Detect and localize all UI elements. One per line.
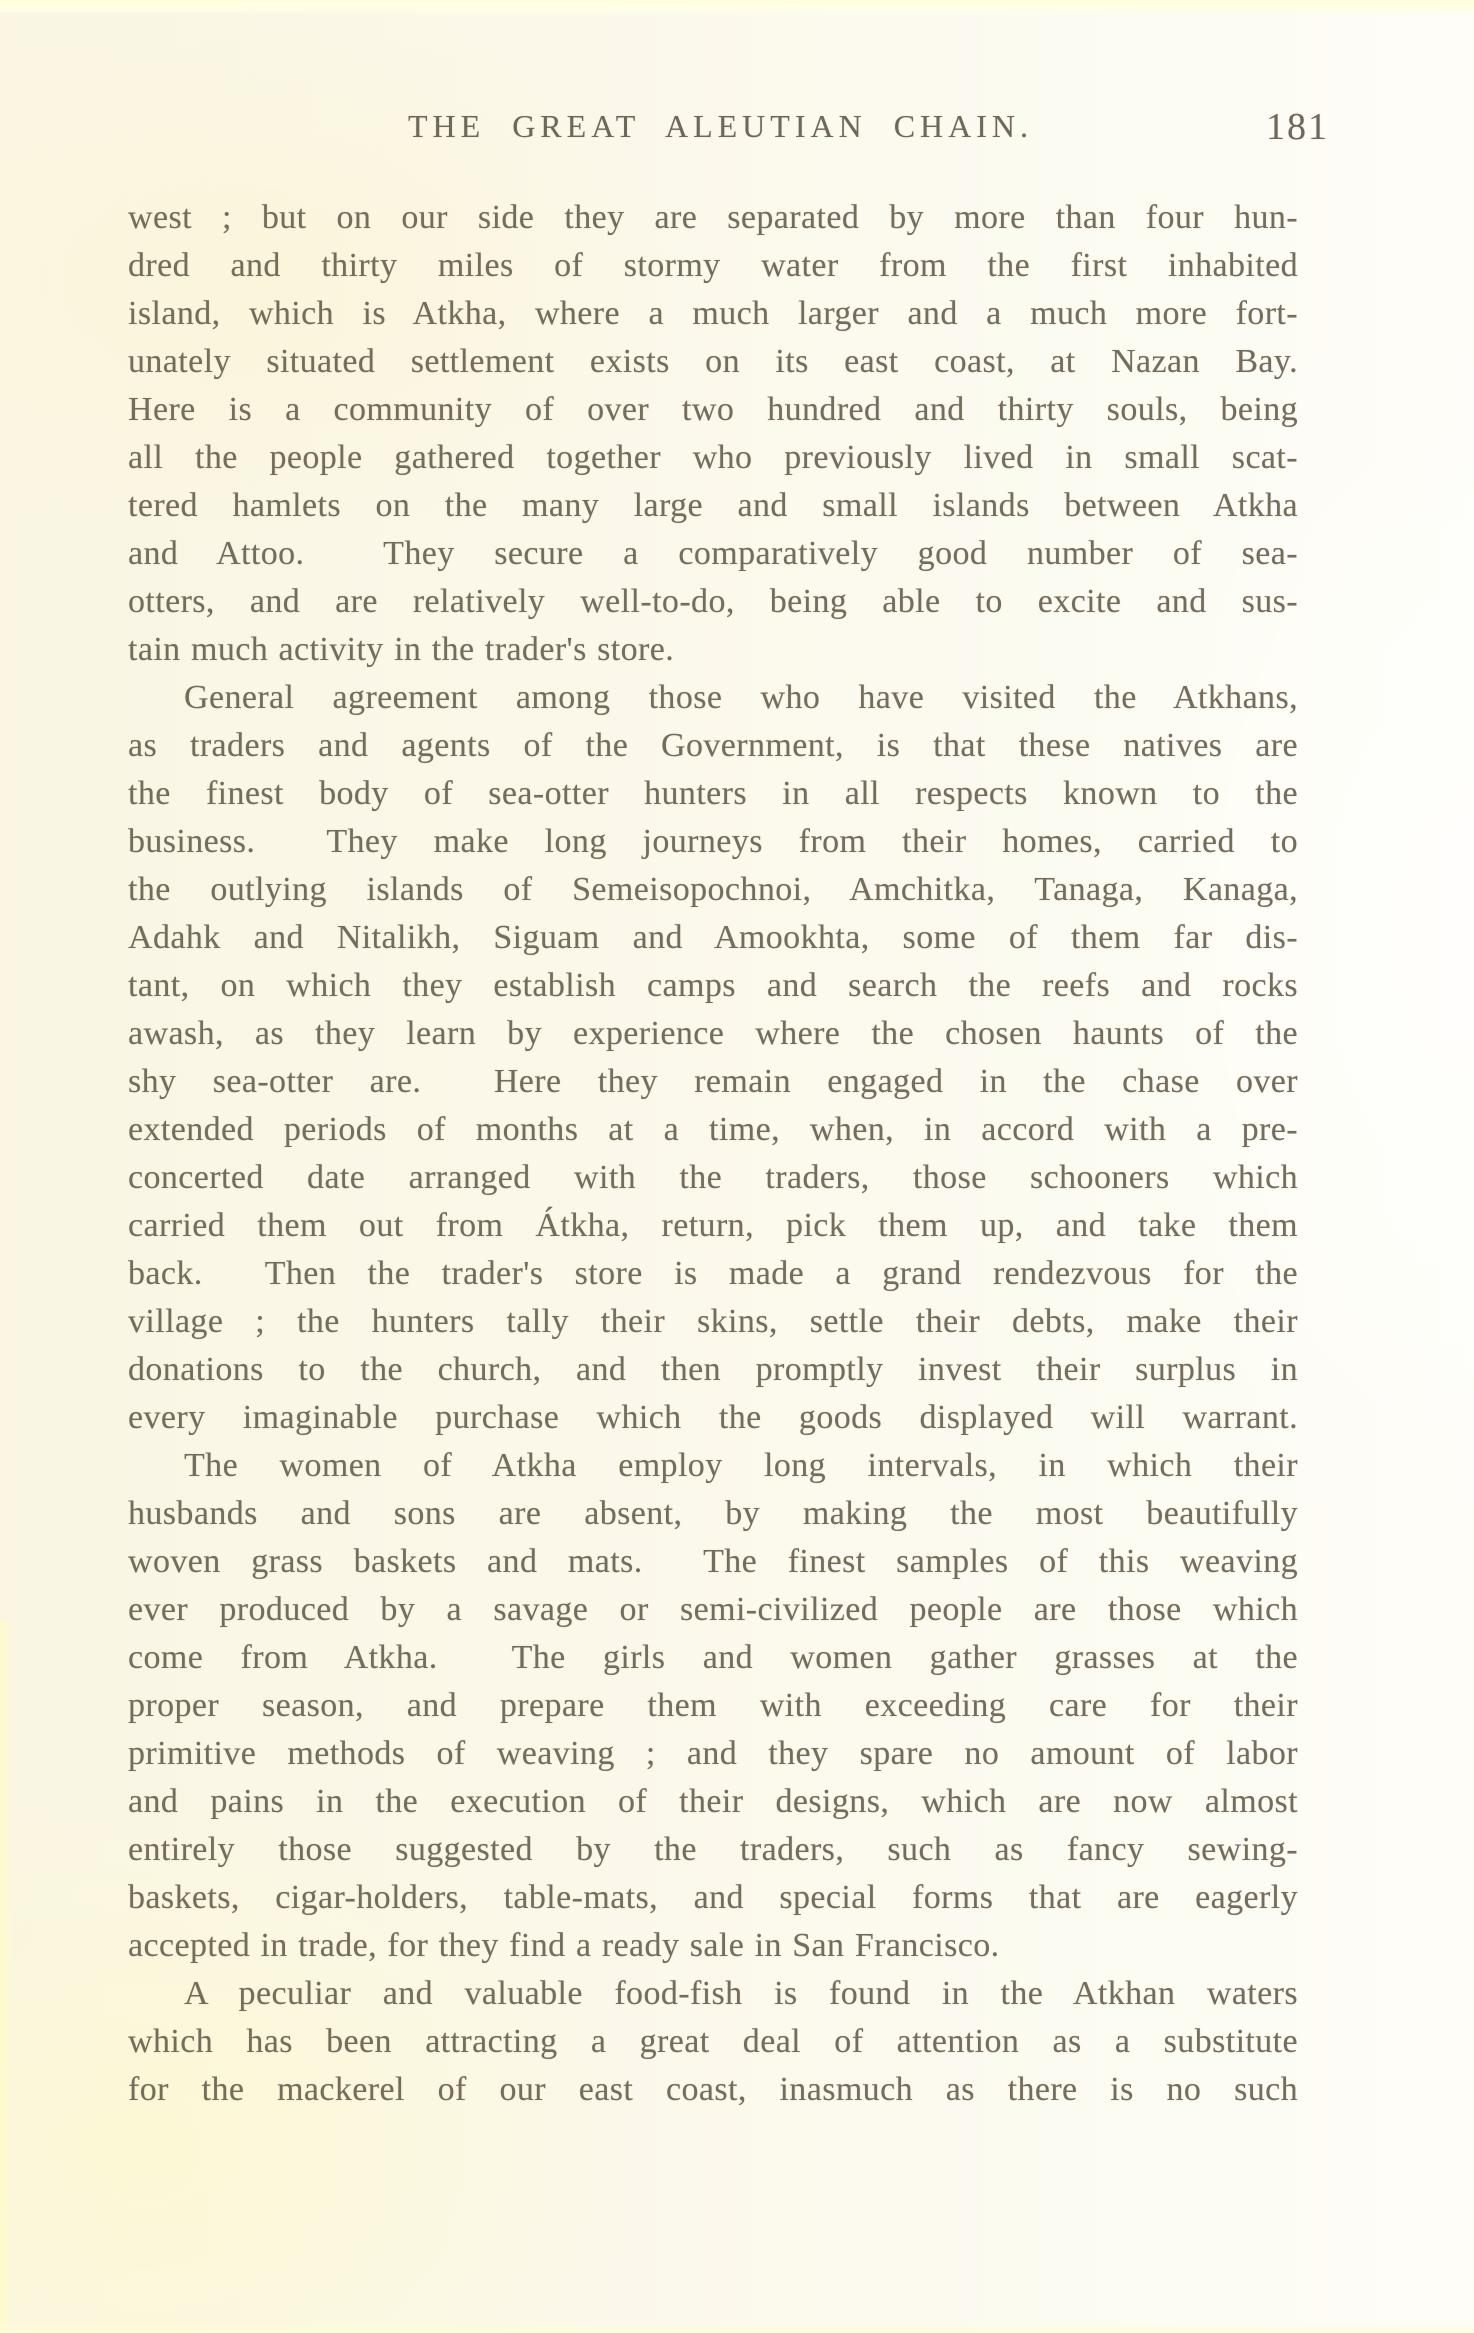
text-line: otters, and are relatively well-to-do, being able to excite and sus- (128, 583, 1298, 620)
text-line: and Attoo. They secure a comparatively good number of sea- (128, 535, 1298, 572)
text-line: entirely those suggested by the traders, such as fancy sewing- (128, 1831, 1298, 1868)
text-line: Adahk and Nitalikh, Siguam and Amookhta, some of them far dis- (128, 919, 1298, 956)
text-line: woven grass baskets and mats. The finest samples of this weaving (128, 1543, 1298, 1580)
text-line: The women of Atkha employ long intervals, in which their (184, 1447, 1298, 1484)
text-line: concerted date arranged with the traders, those schooners which (128, 1159, 1298, 1196)
text-line: primitive methods of weaving ; and they spare no amount of labor (128, 1735, 1298, 1772)
text-line: the outlying islands of Semeisopochnoi, Amchitka, Tanaga, Kanaga, (128, 871, 1298, 908)
text-line: for the mackerel of our east coast, inasmuch as there is no such (128, 2071, 1298, 2108)
text-line: dred and thirty miles of stormy water from the first inhabited (128, 247, 1298, 284)
page-text (128, 194, 1298, 2114)
text-line: awash, as they learn by experience where the chosen haunts of the (128, 1015, 1298, 1052)
text-line: donations to the church, and then promptly invest their surplus in (128, 1351, 1298, 1388)
text-line: the finest body of sea-otter hunters in all respects known to the (128, 775, 1298, 812)
text-line: Here is a community of over two hundred and thirty souls, being (128, 391, 1298, 428)
paper-bottom-edge (0, 2321, 1474, 2333)
text-line: tered hamlets on the many large and small islands between Atkha (128, 487, 1298, 524)
text-line: ever produced by a savage or semi-civilized people are those which (128, 1591, 1298, 1628)
text-line: as traders and agents of the Government, is that these natives are (128, 727, 1298, 764)
text-line: every imaginable purchase which the goods displayed will warrant. (128, 1399, 1298, 1436)
text-line: island, which is Atkha, where a much larger and a much more fort- (128, 295, 1298, 332)
text-line: and pains in the execution of their designs, which are now almost (128, 1783, 1298, 1820)
text-line: all the people gathered together who previously lived in small scat- (128, 439, 1298, 476)
page-header (128, 106, 1329, 152)
text-line: extended periods of months at a time, when, in accord with a pre- (128, 1111, 1298, 1148)
paper-left-edge (0, 1620, 13, 2333)
text-line: business. They make long journeys from their homes, carried to (128, 823, 1298, 860)
running-title: THE GREAT ALEUTIAN CHAIN. (407, 108, 1034, 144)
text-line: proper season, and prepare them with exceeding care for their (128, 1687, 1298, 1724)
text-line: baskets, cigar-holders, table-mats, and special forms that are eagerly (128, 1879, 1298, 1916)
text-line: come from Atkha. The girls and women gather grasses at the (128, 1639, 1298, 1676)
text-line: husbands and sons are absent, by making the most beautifully (128, 1495, 1298, 1532)
text-line: back. Then the trader's store is made a grand rendezvous for the (128, 1255, 1298, 1292)
text-line: shy sea-otter are. Here they remain engaged in the chase over (128, 1063, 1298, 1100)
text-line: A peculiar and valuable food-fish is found in the Atkhan waters (184, 1975, 1298, 2012)
text-line: tant, on which they establish camps and search the reefs and rocks (128, 967, 1298, 1004)
page-number: 181 (1266, 106, 1329, 148)
text-line: west ; but on our side they are separated by more than four hun- (128, 199, 1298, 236)
text-line: carried them out from Átkha, return, pick them up, and take them (128, 1207, 1298, 1244)
text-line: which has been attracting a great deal of attention as a substitute (128, 2023, 1298, 2060)
text-line: unately situated settlement exists on its east coast, at Nazan Bay. (128, 343, 1298, 380)
text-line: village ; the hunters tally their skins, settle their debts, make their (128, 1303, 1298, 1340)
text-line: accepted in trade, for they find a ready sale in San Francisco. (128, 1927, 1000, 1964)
text-line: General agreement among those who have visited the Atkhans, (184, 679, 1298, 716)
paper-top-edge (0, 0, 1474, 16)
text-line: tain much activity in the trader's store. (128, 631, 675, 668)
